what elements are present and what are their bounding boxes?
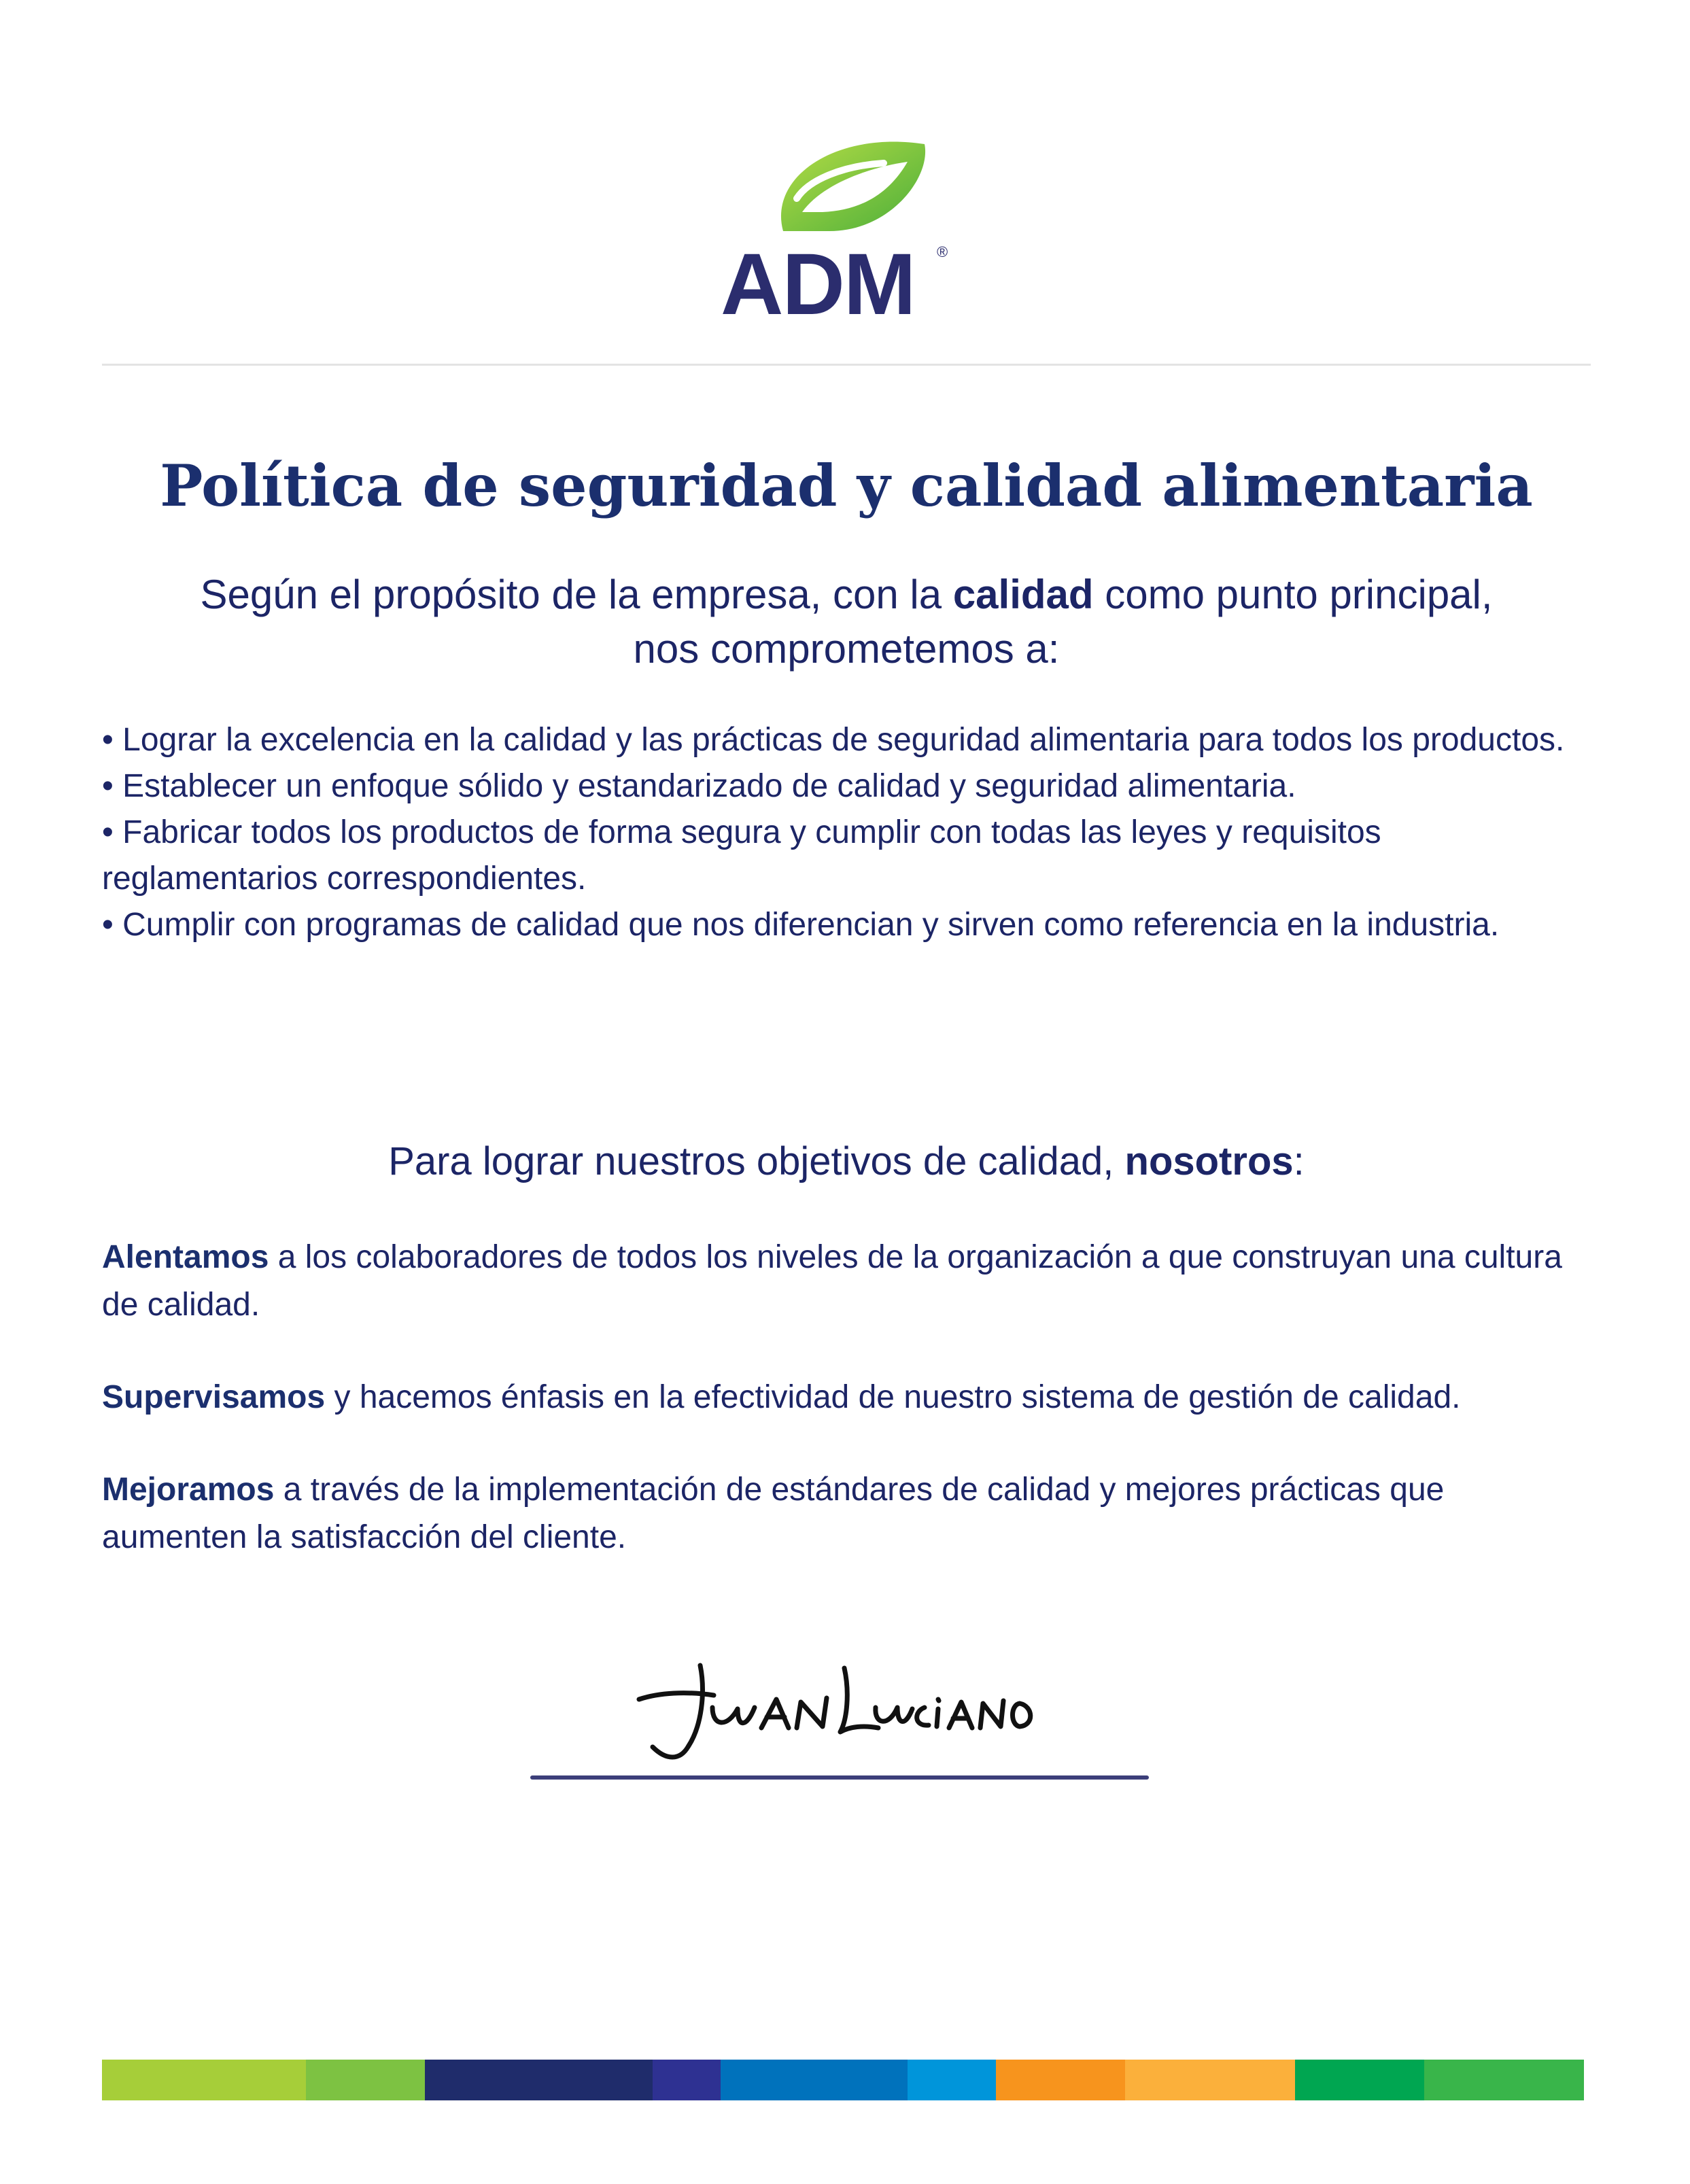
- stripe-segment: [1295, 2060, 1424, 2100]
- stripe-segment: [653, 2060, 721, 2100]
- header-divider: [102, 364, 1591, 366]
- stripe-segment: [996, 2060, 1125, 2100]
- actions-list: [102, 1234, 1591, 1606]
- leaf-icon: [781, 141, 925, 231]
- adm-logo: [721, 136, 965, 326]
- stripe-segment: [102, 2060, 306, 2100]
- intro-line-1-before: Según el propósito de la empresa, con la: [200, 572, 953, 617]
- registered-mark: ®: [937, 243, 948, 260]
- action-text: y hacemos énfasis en la efectividad de nuestro sistema de gestión de calidad.: [325, 1379, 1461, 1415]
- action-item: [102, 1466, 1591, 1561]
- action-item: [102, 1234, 1591, 1329]
- action-verb: Alentamos: [102, 1239, 269, 1275]
- list-item: • Establecer un enfoque sólido y estandarizado de calidad y seguridad alimentaria.: [102, 768, 1296, 804]
- lead-bold: nosotros: [1124, 1139, 1294, 1183]
- intro-line-2: nos comprometemos a:: [633, 626, 1060, 672]
- footer-color-stripe: [102, 2060, 1584, 2100]
- signature-line: [530, 1775, 1149, 1780]
- lead-after: :: [1293, 1139, 1305, 1183]
- action-verb: Mejoramos: [102, 1472, 275, 1508]
- stripe-segment: [721, 2060, 908, 2100]
- stripe-segment: [1125, 2060, 1295, 2100]
- page-title: Política de seguridad y calidad alimentaria: [160, 452, 1533, 519]
- action-item: [102, 1374, 1591, 1421]
- intro-paragraph: [136, 568, 1557, 676]
- list-item: • Fabricar todos los productos de forma segura y cumplir con todas las leyes y requisitos reglamentarios correspondientes.: [102, 814, 1381, 897]
- objectives-lead: [102, 1135, 1591, 1188]
- intro-line-1-after: como punto principal,: [1093, 572, 1493, 617]
- action-text: a través de la implementación de estándares de calidad y mejores prácticas que aumenten la satisfacción del cliente.: [102, 1472, 1445, 1555]
- action-verb: Supervisamos: [102, 1379, 326, 1415]
- stripe-segment: [1424, 2060, 1584, 2100]
- stripe-segment: [425, 2060, 653, 2100]
- brand-wordmark: ADM: [721, 236, 915, 326]
- stripe-segment: [306, 2060, 425, 2100]
- lead-before: Para lograr nuestros objetivos de calidad,: [388, 1139, 1125, 1183]
- commitments-list: [102, 717, 1591, 948]
- intro-line-1: [136, 568, 1557, 622]
- list-item: • Lograr la excelencia en la calidad y las prácticas de seguridad alimentaria para todos los productos.: [102, 722, 1565, 758]
- stripe-segment: [908, 2060, 996, 2100]
- signature: [625, 1652, 1047, 1774]
- action-text: a los colaboradores de todos los niveles de la organización a que construyan una cultura de calidad.: [102, 1239, 1562, 1323]
- list-item: • Cumplir con programas de calidad que nos diferencian y sirven como referencia en la industria.: [102, 907, 1500, 943]
- intro-bold-word: calidad: [952, 572, 1094, 617]
